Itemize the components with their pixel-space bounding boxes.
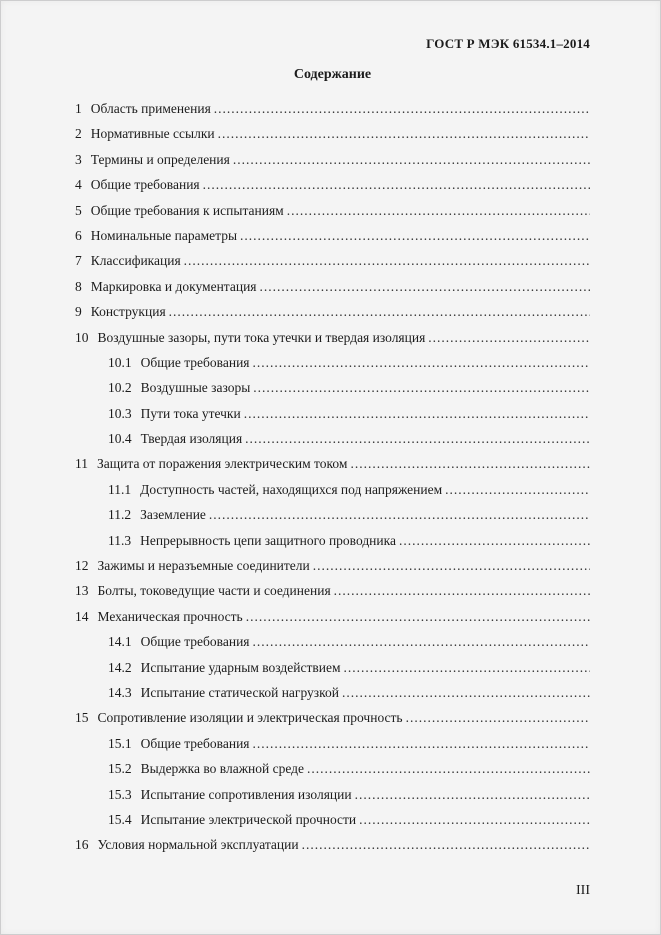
toc-entry-number: 7 — [75, 253, 82, 269]
toc-entry — [75, 629, 590, 654]
toc-entry-title: Испытание ударным воздействием — [140, 659, 341, 675]
toc-entry — [75, 756, 590, 781]
toc-entry — [75, 553, 590, 578]
toc-entry — [75, 426, 590, 451]
toc-entry — [75, 731, 590, 756]
toc-entry-title: Заземление — [140, 507, 206, 523]
page-title: Содержание — [293, 67, 372, 82]
toc-entry-title: Выдержка во влажной среде — [140, 761, 305, 777]
toc-entry-title: Термины и определения — [90, 151, 230, 167]
toc-entry-number: 1 — [75, 101, 82, 116]
toc-entry-number: 14.3 — [108, 684, 132, 700]
toc-entry — [75, 655, 590, 680]
toc-entry — [75, 299, 590, 324]
dot-leader — [406, 705, 590, 730]
dot-leader — [184, 248, 590, 273]
dot-leader — [445, 477, 590, 502]
toc-entry-title: Нормативные ссылки — [90, 126, 215, 142]
dot-leader — [344, 655, 591, 680]
toc-entry-title: Испытание электрической прочности — [140, 811, 357, 827]
toc-entry-title: Общие требования — [140, 634, 250, 650]
dot-leader — [302, 832, 590, 857]
toc-entry-title: Воздушные зазоры — [140, 380, 251, 396]
toc-entry-title: Защита от поражения электрическим током — [97, 456, 348, 472]
toc-list — [75, 96, 590, 858]
dot-leader — [342, 680, 590, 705]
toc-entry — [75, 96, 590, 121]
toc-entry-title: Сопротивление изоляции и электрическая прочность — [97, 710, 403, 726]
toc-entry-number: 11 — [75, 456, 88, 472]
toc-entry-number: 15.2 — [108, 761, 132, 777]
dot-leader — [214, 96, 590, 121]
toc-entry-number: 8 — [75, 278, 82, 294]
dot-leader — [399, 528, 590, 553]
toc-entry-number: 6 — [75, 227, 82, 243]
toc-entry-number: 3 — [75, 151, 82, 167]
toc-entry-title: Общие требования — [140, 735, 250, 751]
dot-leader — [287, 198, 590, 223]
toc-entry — [75, 147, 590, 172]
toc-entry-title: Номинальные параметры — [90, 227, 238, 243]
dot-leader — [253, 375, 590, 400]
toc-entry — [75, 578, 590, 603]
toc-entry-number: 10.2 — [108, 380, 132, 396]
toc-entry — [75, 604, 590, 629]
toc-entry-number: 9 — [75, 304, 82, 320]
toc-entry — [75, 451, 590, 476]
toc-entry-title: Механическая прочность — [97, 608, 243, 624]
toc-entry — [75, 325, 590, 350]
dot-leader — [240, 223, 590, 248]
toc-entry-number: 15.4 — [108, 811, 132, 827]
toc-entry-title: Испытание сопротивления изоляции — [140, 786, 352, 802]
dot-leader — [260, 274, 590, 299]
dot-leader — [253, 629, 590, 654]
page-number: III — [576, 883, 590, 898]
toc-entry-title: Испытание статической нагрузкой — [140, 684, 339, 700]
dot-leader — [209, 502, 590, 527]
toc-entry-title: Твердая изоляция — [140, 431, 243, 447]
dot-leader — [244, 401, 590, 426]
toc-entry-number: 11.1 — [108, 481, 132, 497]
toc-entry-title: Общие требования к испытаниям — [90, 202, 284, 218]
toc-entry-number: 14.1 — [108, 634, 132, 650]
toc-entry — [75, 198, 590, 223]
dot-leader — [428, 325, 590, 350]
toc-entry — [75, 274, 590, 299]
dot-leader — [355, 782, 590, 807]
toc-entry-title: Общие требования — [140, 354, 250, 370]
toc-entry-number: 5 — [75, 202, 82, 218]
doc-code: ГОСТ Р МЭК 61534.1–2014 — [426, 36, 590, 51]
dot-leader — [359, 807, 590, 832]
toc-entry-title: Доступность частей, находящихся под напряжением — [140, 481, 443, 497]
toc-entry-number: 14 — [75, 608, 89, 624]
toc-entry-title: Область применения — [90, 101, 211, 116]
dot-leader — [218, 121, 590, 146]
toc-entry — [75, 121, 590, 146]
toc-entry — [75, 832, 590, 857]
toc-entry-number: 10.3 — [108, 405, 132, 421]
toc-entry-title: Маркировка и документация — [90, 278, 257, 294]
dot-leader — [350, 451, 590, 476]
dot-leader — [169, 299, 590, 324]
dot-leader — [313, 553, 590, 578]
dot-leader — [203, 172, 590, 197]
toc-entry-number: 4 — [75, 177, 82, 193]
toc-entry — [75, 680, 590, 705]
dot-leader — [307, 756, 590, 781]
toc-entry — [75, 248, 590, 273]
toc-entry-number: 10.4 — [108, 431, 132, 447]
toc-entry-number: 15 — [75, 710, 89, 726]
dot-leader — [253, 350, 590, 375]
toc-entry — [75, 375, 590, 400]
toc-entry — [75, 223, 590, 248]
toc-entry-number: 14.2 — [108, 659, 132, 675]
toc-entry-title: Условия нормальной эксплуатации — [97, 837, 299, 853]
toc-entry-title: Зажимы и неразъемные соединители — [97, 558, 310, 574]
toc-entry-number: 13 — [75, 583, 89, 599]
toc-entry-number: 16 — [75, 837, 89, 853]
toc-entry-title: Болты, токоведущие части и соединения — [97, 583, 331, 599]
toc-entry-title: Классификация — [90, 253, 181, 269]
dot-leader — [334, 578, 590, 603]
toc-entry-title: Непрерывность цепи защитного проводника — [140, 532, 396, 548]
dot-leader — [233, 147, 590, 172]
toc-entry — [75, 401, 590, 426]
toc-entry-number: 15.3 — [108, 786, 132, 802]
dot-leader — [253, 731, 590, 756]
toc-entry-number: 11.2 — [108, 507, 132, 523]
toc-entry-number: 10 — [75, 329, 89, 345]
dot-leader — [246, 604, 590, 629]
toc-entry — [75, 350, 590, 375]
toc-entry-number: 15.1 — [108, 735, 132, 751]
toc-entry — [75, 502, 590, 527]
toc-entry-number: 10.1 — [108, 354, 132, 370]
toc-entry-title: Воздушные зазоры, пути тока утечки и твердая изоляция — [97, 329, 426, 345]
toc-entry — [75, 782, 590, 807]
toc-entry-number: 11.3 — [108, 532, 132, 548]
toc-entry — [75, 807, 590, 832]
toc-entry — [75, 172, 590, 197]
toc-entry-title: Конструкция — [90, 304, 166, 320]
toc-entry — [75, 705, 590, 730]
toc-entry-number: 12 — [75, 558, 89, 574]
dot-leader — [245, 426, 590, 451]
toc-entry-title: Пути тока утечки — [140, 405, 241, 421]
toc-entry-title: Общие требования — [90, 177, 200, 193]
toc-entry-number: 2 — [75, 126, 82, 142]
toc-entry — [75, 528, 590, 553]
toc-entry — [75, 477, 590, 502]
